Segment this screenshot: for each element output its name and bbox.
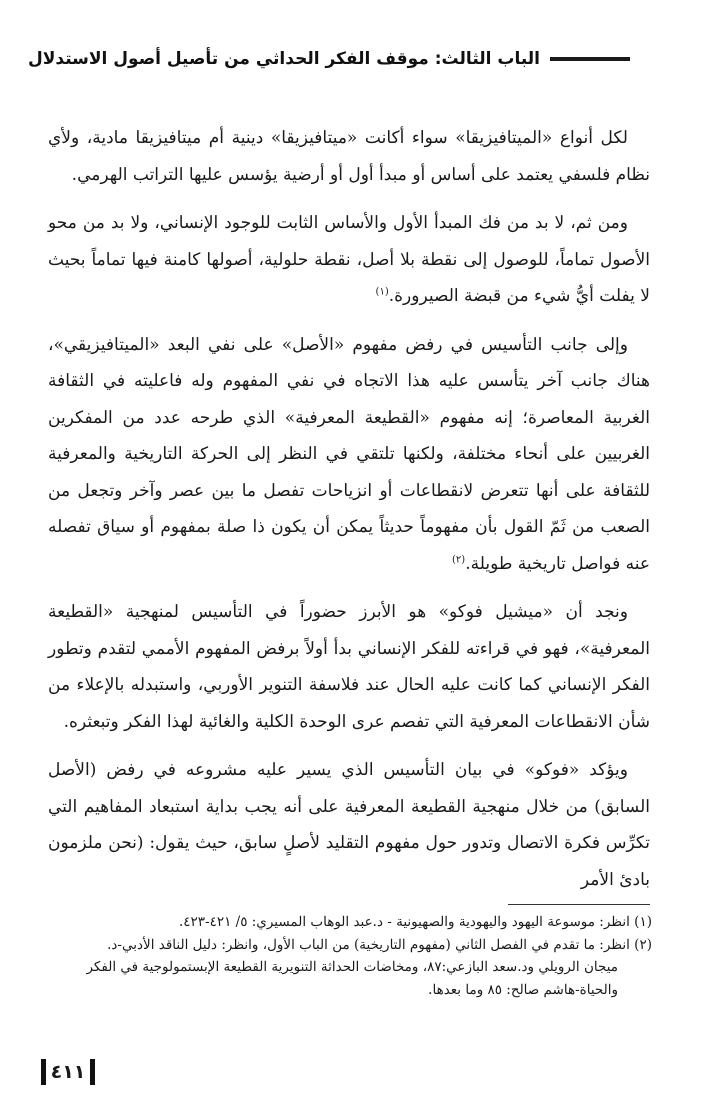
header-rule	[550, 57, 630, 61]
paragraph-1: لكل أنواع «الميتافيزيقا» سواء أكانت «ميتافيزيقا» دينية أم ميتافيزيقا مادية، ولأي نظام فلسفي يعتمد على أساس أو مبدأ أول أو أرضية يؤسس عليها التراتب الهرمي.	[48, 128, 650, 185]
page-number-bar-right	[90, 1059, 95, 1085]
running-header	[28, 44, 678, 74]
footnote-separator	[508, 904, 650, 905]
footnote-2: (٢) انظر: ما تقدم في الفصل الثاني (مفهوم التاريخية) من الباب الأول، وانظر: دليل الناقد الأدبي-د.	[107, 936, 652, 953]
page-number	[32, 1058, 104, 1086]
footnote-2-continued: ميجان الرويلي ود.سعد البازعي:٨٧، ومخاضات الحداثة التنويرية القطيعة الإبستمولوجية في الفكر والحياة-هاشم صالح: ٨٥ وما بعدها.	[86, 959, 618, 998]
body-text	[48, 120, 650, 910]
paragraph-3: وإلى جانب التأسيس في رفض مفهوم «الأصل» على نفي البعد «الميتافيزيقي»، هناك جانب آخر يتأسس عليه هذا الاتجاه في نفي المفهوم وله فاعليته في الثقافة الغربية المعاصرة؛ إنه مفهوم «القطيعة المعرفية» الذي طرحه عدد من المفكرين الغربيين على أنحاء مختلفة، ولكنها تلتقي في النظر إلى الحركة التاريخية والمعرفية للثقافة على أنها تتعرض لانقطاعات أو انزياحات تفصل ما بين عصر وآخر وتجعل من الصعب من ثَمّ القول بأن مفهوماً حديثاً يمكن أن يكون ذا صلة بمفهوم أو سياق تفصله عنه فواصل تاريخية طويلة.$^{(٢)}$	[48, 334, 650, 574]
footnote-1: (١) انظر: موسوعة اليهود واليهودية والصهيونية - د.عبد الوهاب المسيري: ٥/ ٤٢١-٤٢٣.	[178, 914, 652, 930]
paragraph-2: ومن ثم، لا بد من فك المبدأ الأول والأساس الثابت للوجود الإنساني، ولا بد من محو الأصول تماماً، للوصول إلى نقطة بلا أصل، نقطة حلولية، أصولها كامنة فيها تماماً بحيث لا يفلت أيُّ شيء من قبضة الصيرورة.$^{(١)}$	[48, 213, 650, 306]
footnote-ref: (٢)	[452, 553, 466, 565]
footnotes	[48, 911, 652, 1001]
paragraph-4: ونجد أن «ميشيل فوكو» هو الأبرز حضوراً في التأسيس لمنهجية «القطيعة المعرفية»، فهو في قراءته للفكر الإنساني بدأ أولاً برفض المفهوم الأممي لتقدم وتطور الفكر الإنساني كما كانت عليه الحال عند فلاسفة التنوير الأوربي، واستبدله بالإعلاء من شأن الانقطاعات المعرفية التي تفصم عرى الوحدة الكلية والغائية لهذا الفكر وتبعثره.	[48, 602, 650, 732]
page-number-text: ٤١١	[50, 1061, 86, 1083]
footnote-ref: (١)	[375, 286, 389, 298]
paragraph-5: ويؤكد «فوكو» في بيان التأسيس الذي يسير عليه مشروعه في رفض (الأصل السابق) من خلال منهجية القطيعة المعرفية على أنه يجب بداية استبعاد المفاهيم التي تكرِّس فكرة الاتصال وتدور حول مفهوم التقليد لأصلٍ سابق، حيث يقول: (نحن ملزمون بادئ الأمر	[48, 760, 650, 890]
chapter-title: الباب الثالث: موقف الفكر الحداثي من تأصيل أصول الاستدلال	[28, 49, 541, 69]
